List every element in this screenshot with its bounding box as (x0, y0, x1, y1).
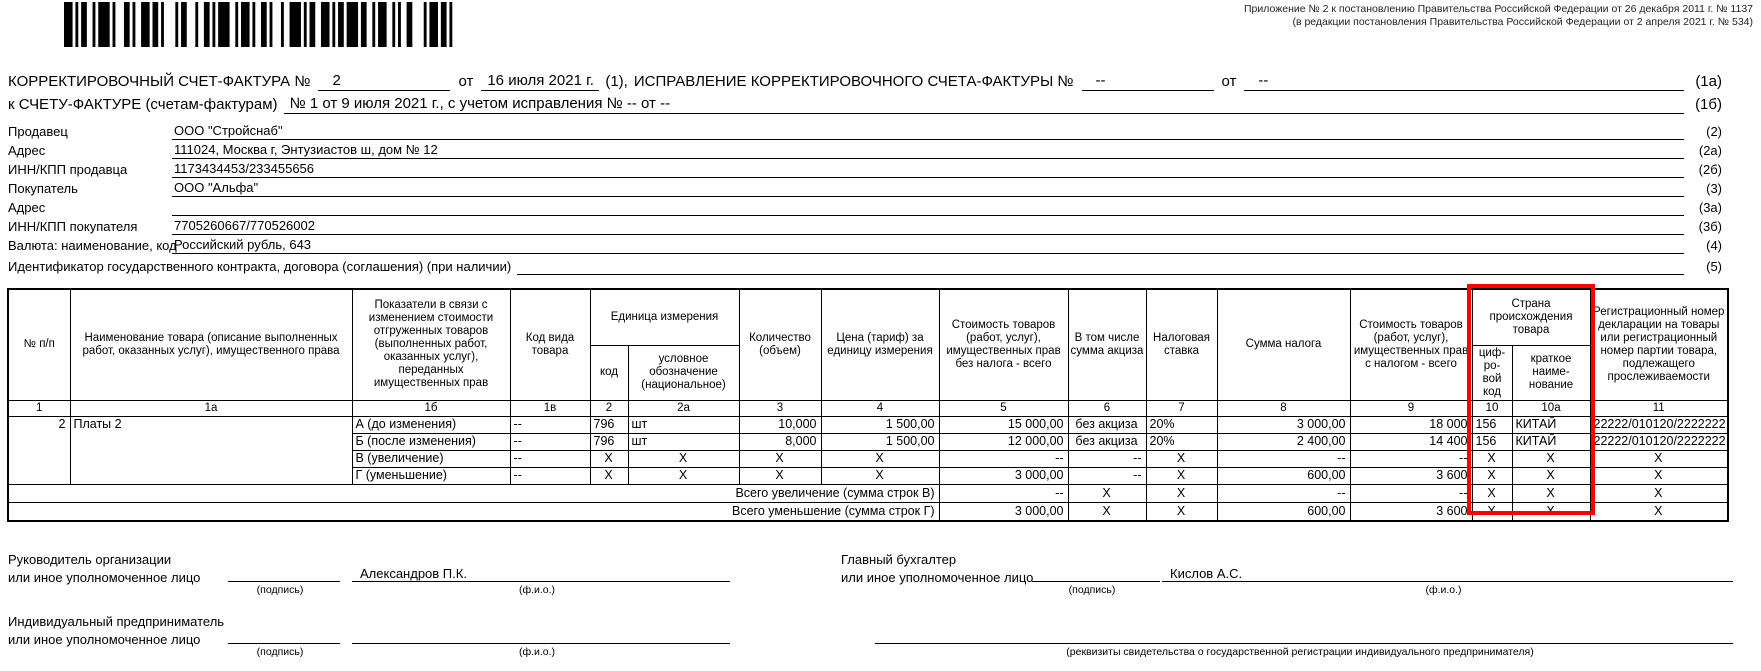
cell-country-name: X (1512, 484, 1590, 502)
col-num: 1 (8, 400, 70, 416)
invoice-title-label: КОРРЕКТИРОВОЧНЫЙ СЧЕТ-ФАКТУРА № (8, 73, 311, 90)
invoice-title-line (8, 70, 1722, 91)
cell-unit-symbol: X (628, 450, 739, 467)
base-invoice-value: № 1 от 9 июля 2021 г., с учетом исправления № -- от -- (284, 94, 1684, 114)
field-value: 7705260667/770526002 (172, 218, 1684, 235)
col-num: 11 (1590, 400, 1728, 416)
field-label: Адрес (8, 200, 46, 215)
cell-price: 1 500,00 (821, 433, 939, 450)
cell-cost-w-tax: 3 600 (1350, 502, 1472, 521)
cell-indicator: А (до изменения) (352, 416, 510, 433)
cell-unit-symbol: шт (628, 416, 739, 433)
cell-tax: -- (1217, 484, 1350, 502)
col-header-kind-code: Код вида товара (510, 289, 590, 400)
cell-total-label: Всего увеличение (сумма строк В) (8, 484, 939, 502)
cell-unit-code: X (590, 467, 628, 484)
cell-kind-code: -- (510, 450, 590, 467)
field-mark: (2) (1706, 124, 1722, 139)
cell-excise: -- (1068, 450, 1146, 467)
field-row-buyer (8, 178, 1722, 197)
cell-total-label: Всего уменьшение (сумма строк Г) (8, 502, 939, 521)
cell-country-code: 156 (1472, 433, 1512, 450)
field-row-contract-id (8, 258, 1722, 275)
col-header-tax: Сумма налога (1217, 289, 1350, 400)
col-header-indicators: Показатели в связи с изменением стоимости отгруженных товаров (выполненных работ, оказанных услуг), переданных имущественных прав (352, 289, 510, 400)
regulation-note-line2: (в редакции постановления Правительства Российской Федерации от 2 апреля 2021 г. № 534) (1292, 16, 1753, 28)
cell-unit-code: 796 (590, 433, 628, 450)
accountant-label-line1: Главный бухгалтер (841, 552, 957, 567)
cell-unit-code: 796 (590, 416, 628, 433)
mark-1a: (1а) (1695, 73, 1722, 90)
mark-1b: (1б) (1695, 96, 1722, 113)
col-header-country-name: краткое наиме-нование (1512, 345, 1590, 400)
correction-title-label: ИСПРАВЛЕНИЕ КОРРЕКТИРОВОЧНОГО СЧЕТА-ФАКТУРЫ № (633, 73, 1074, 90)
cell-country-code: X (1472, 484, 1512, 502)
director-signature-line (228, 560, 340, 582)
field-label: Продавец (8, 124, 68, 139)
correction-number-value: -- (1082, 71, 1214, 91)
cell-indicator: Г (уменьшение) (352, 467, 510, 484)
field-label: Идентификатор государственного контракта, договора (соглашения) (при наличии) (8, 259, 512, 274)
cell-reg-number: 22222/010120/2222222 (1590, 433, 1728, 450)
barcode (64, 2, 458, 47)
col-header-no: № п/п (8, 289, 70, 400)
cell-rate: X (1146, 450, 1217, 467)
col-num: 9 (1350, 400, 1472, 416)
cell-rate: X (1146, 502, 1217, 521)
field-mark: (5) (1706, 259, 1722, 274)
cell-price: 1 500,00 (821, 416, 939, 433)
field-mark: (3а) (1698, 200, 1722, 215)
cell-indicator: Б (после изменения) (352, 433, 510, 450)
col-header-unit-group: Единица измерения (590, 289, 739, 345)
cell-rate: X (1146, 484, 1217, 502)
cell-excise: X (1068, 502, 1146, 521)
cell-country-code: 156 (1472, 416, 1512, 433)
field-mark: (2а) (1698, 143, 1722, 158)
col-header-unit-code: код (590, 345, 628, 400)
col-header-price: Цена (тариф) за единицу измерения (821, 289, 939, 400)
cell-price: X (821, 450, 939, 467)
entrepreneur-signature-line (228, 622, 340, 644)
cell-cost-w-tax: 14 400 (1350, 433, 1472, 450)
field-mark: (3б) (1698, 219, 1722, 234)
field-value: Российский рубль, 643 (172, 237, 1684, 254)
director-label-line1: Руководитель организации (8, 552, 172, 567)
table-row-before-change (8, 416, 1728, 433)
regulation-note (1244, 3, 1753, 29)
cell-qty: X (739, 467, 821, 484)
cell-qty: X (739, 450, 821, 467)
col-num: 10 (1472, 400, 1512, 416)
cell-cost-wo-tax: 12 000,00 (939, 433, 1068, 450)
cell-cost-wo-tax: -- (939, 450, 1068, 467)
col-header-excise: В том числе сумма акциза (1068, 289, 1146, 400)
cell-cost-wo-tax: 3 000,00 (939, 502, 1068, 521)
field-value: 1173434453/233455656 (172, 161, 1684, 178)
entrepreneur-label (8, 613, 224, 649)
regulation-note-line1: Приложение № 2 к постановлению Правительства Российской Федерации от 26 декабря 2011 г. № 1137 (1243, 3, 1753, 15)
invoice-number-value: 2 (318, 71, 450, 91)
cell-country-code: X (1472, 450, 1512, 467)
col-header-country-group: Страна происхождения товара (1472, 289, 1590, 345)
base-invoice-line (8, 93, 1722, 114)
cell-kind-code: -- (510, 467, 590, 484)
field-row-buyer-address (8, 197, 1722, 216)
from-word: от (1221, 73, 1237, 90)
field-mark: (3) (1706, 181, 1722, 196)
col-header-unit-symbol: условное обозначение (национальное) (628, 345, 739, 400)
field-value: 111024, Москва г, Энтузиастов ш, дом № 12 (172, 142, 1684, 159)
cell-country-name: X (1512, 450, 1590, 467)
cell-reg-number: X (1590, 450, 1728, 467)
cell-country-code: X (1472, 502, 1512, 521)
from-word: от (458, 73, 474, 90)
cell-cost-wo-tax: 3 000,00 (939, 467, 1068, 484)
cell-item-name: Платы 2 (70, 416, 352, 484)
field-row-seller (8, 121, 1722, 140)
field-value: ООО "Стройснаб" (172, 123, 1684, 140)
field-mark: (4) (1706, 238, 1722, 253)
director-sign-caption: (подпись) (256, 584, 304, 596)
col-num: 4 (821, 400, 939, 416)
barcode-image (64, 2, 458, 47)
cell-excise: -- (1068, 467, 1146, 484)
field-mark: (2б) (1698, 162, 1722, 177)
cell-cost-w-tax: -- (1350, 450, 1472, 467)
col-num: 10а (1512, 400, 1590, 416)
col-num: 8 (1217, 400, 1350, 416)
cell-excise: без акциза (1068, 416, 1146, 433)
cell-unit-symbol: X (628, 467, 739, 484)
col-header-qty: Количество (объем) (739, 289, 821, 400)
invoice-date-value: 16 июля 2021 г. (481, 71, 599, 91)
base-invoice-label: к СЧЕТУ-ФАКТУРЕ (счетам-фактурам) (8, 96, 278, 113)
cell-tax: 600,00 (1217, 502, 1350, 521)
col-num: 2 (590, 400, 628, 416)
field-label: Адрес (8, 143, 46, 158)
cell-cost-w-tax: 3 600 (1350, 467, 1472, 484)
col-header-reg-number: Регистрационный номер декларации на товары или регистрационный номер партии товара, подлежащего прослеживаемости (1590, 289, 1728, 400)
accountant-name: Кислов А.С. (1170, 566, 1243, 581)
entrepreneur-label-line1: Индивидуальный предприниматель (8, 614, 225, 629)
cell-qty: 10,000 (739, 416, 821, 433)
cell-rate: 20% (1146, 433, 1217, 450)
director-label (8, 551, 200, 587)
field-label: Покупатель (8, 181, 78, 196)
col-num: 3 (739, 400, 821, 416)
accountant-label-line2: или иное уполномоченное лицо (841, 570, 1034, 585)
cell-kind-code: -- (510, 416, 590, 433)
col-header-rate: Налоговая ставка (1146, 289, 1217, 400)
col-num: 5 (939, 400, 1068, 416)
col-num: 1а (70, 400, 352, 416)
entrepreneur-sign-caption: (подпись) (256, 646, 304, 658)
table-row-total-decrease (8, 502, 1728, 521)
cell-qty: 8,000 (739, 433, 821, 450)
cell-tax: 2 400,00 (1217, 433, 1350, 450)
field-label: ИНН/КПП продавца (8, 162, 128, 177)
cell-country-code: X (1472, 467, 1512, 484)
col-num: 7 (1146, 400, 1217, 416)
items-table-region (7, 288, 1729, 522)
cell-rate: X (1146, 467, 1217, 484)
field-row-currency (8, 235, 1722, 254)
col-num: 2а (628, 400, 739, 416)
cell-tax: 3 000,00 (1217, 416, 1350, 433)
cell-excise: X (1068, 484, 1146, 502)
field-value (172, 199, 1684, 216)
director-name-caption: (ф.и.о.) (518, 584, 556, 596)
field-label: Валюта: наименование, код (8, 238, 177, 253)
cell-cost-w-tax: 18 000 (1350, 416, 1472, 433)
field-label: ИНН/КПП покупателя (8, 219, 138, 234)
mark-1: (1), (605, 73, 628, 90)
field-value: ООО "Альфа" (172, 180, 1684, 197)
col-num: 1в (510, 400, 590, 416)
accountant-name-line (1162, 560, 1733, 582)
col-num: 1б (352, 400, 510, 416)
director-name-line (352, 560, 730, 582)
entrepreneur-name-line (352, 622, 730, 644)
accountant-sign-caption: (подпись) (1068, 584, 1116, 596)
cell-kind-code: -- (510, 433, 590, 450)
cell-cost-w-tax: -- (1350, 484, 1472, 502)
cell-reg-number: X (1590, 502, 1728, 521)
col-header-name: Наименование товара (описание выполненных работ, оказанных услуг), имущественного права (70, 289, 352, 400)
cell-price: X (821, 467, 939, 484)
entrepreneur-certificate-caption: (реквизиты свидетельства о государственной регистрации индивидуального предпринимателя) (1066, 646, 1534, 658)
cell-reg-number: 22222/010120/2222222 (1590, 416, 1728, 433)
cell-item-no: 2 (8, 416, 70, 484)
cell-excise: без акциза (1068, 433, 1146, 450)
cell-cost-wo-tax: 15 000,00 (939, 416, 1068, 433)
director-name: Александров П.К. (360, 566, 467, 581)
field-row-buyer-inn (8, 216, 1722, 235)
col-header-cost-wo-tax: Стоимость товаров (работ, услуг), имущественных прав без налога - всего (939, 289, 1068, 400)
entrepreneur-certificate-line (875, 622, 1733, 644)
col-header-country-code: циф-ро-вой код (1472, 345, 1512, 400)
cell-tax: -- (1217, 450, 1350, 467)
column-numbering-row (8, 400, 1728, 416)
invoice-items-table (7, 288, 1729, 522)
cell-reg-number: X (1590, 484, 1728, 502)
requisite-fields (8, 121, 1722, 275)
field-value (517, 258, 1684, 275)
cell-tax: 600,00 (1217, 467, 1350, 484)
director-label-line2: или иное уполномоченное лицо (8, 570, 201, 585)
cell-country-name: X (1512, 467, 1590, 484)
col-num: 6 (1068, 400, 1146, 416)
correction-date-value: -- (1244, 71, 1684, 91)
cell-cost-wo-tax: -- (939, 484, 1068, 502)
cell-reg-number: X (1590, 467, 1728, 484)
accountant-label (841, 551, 1033, 587)
cell-country-name: КИТАЙ (1512, 433, 1590, 450)
cell-indicator: В (увеличение) (352, 450, 510, 467)
cell-unit-symbol: шт (628, 433, 739, 450)
accountant-name-caption: (ф.и.о.) (1425, 584, 1462, 596)
table-row-total-increase (8, 484, 1728, 502)
entrepreneur-label-line2: или иное уполномоченное лицо (8, 632, 201, 647)
col-header-cost-w-tax: Стоимость товаров (работ, услуг), имущественных прав с налогом - всего (1350, 289, 1472, 400)
field-row-seller-inn (8, 159, 1722, 178)
cell-unit-code: X (590, 450, 628, 467)
accountant-signature-line (1032, 560, 1160, 582)
entrepreneur-name-caption: (ф.и.о.) (518, 646, 556, 658)
cell-rate: 20% (1146, 416, 1217, 433)
cell-country-name: КИТАЙ (1512, 416, 1590, 433)
cell-country-name: X (1512, 502, 1590, 521)
field-row-seller-address (8, 140, 1722, 159)
